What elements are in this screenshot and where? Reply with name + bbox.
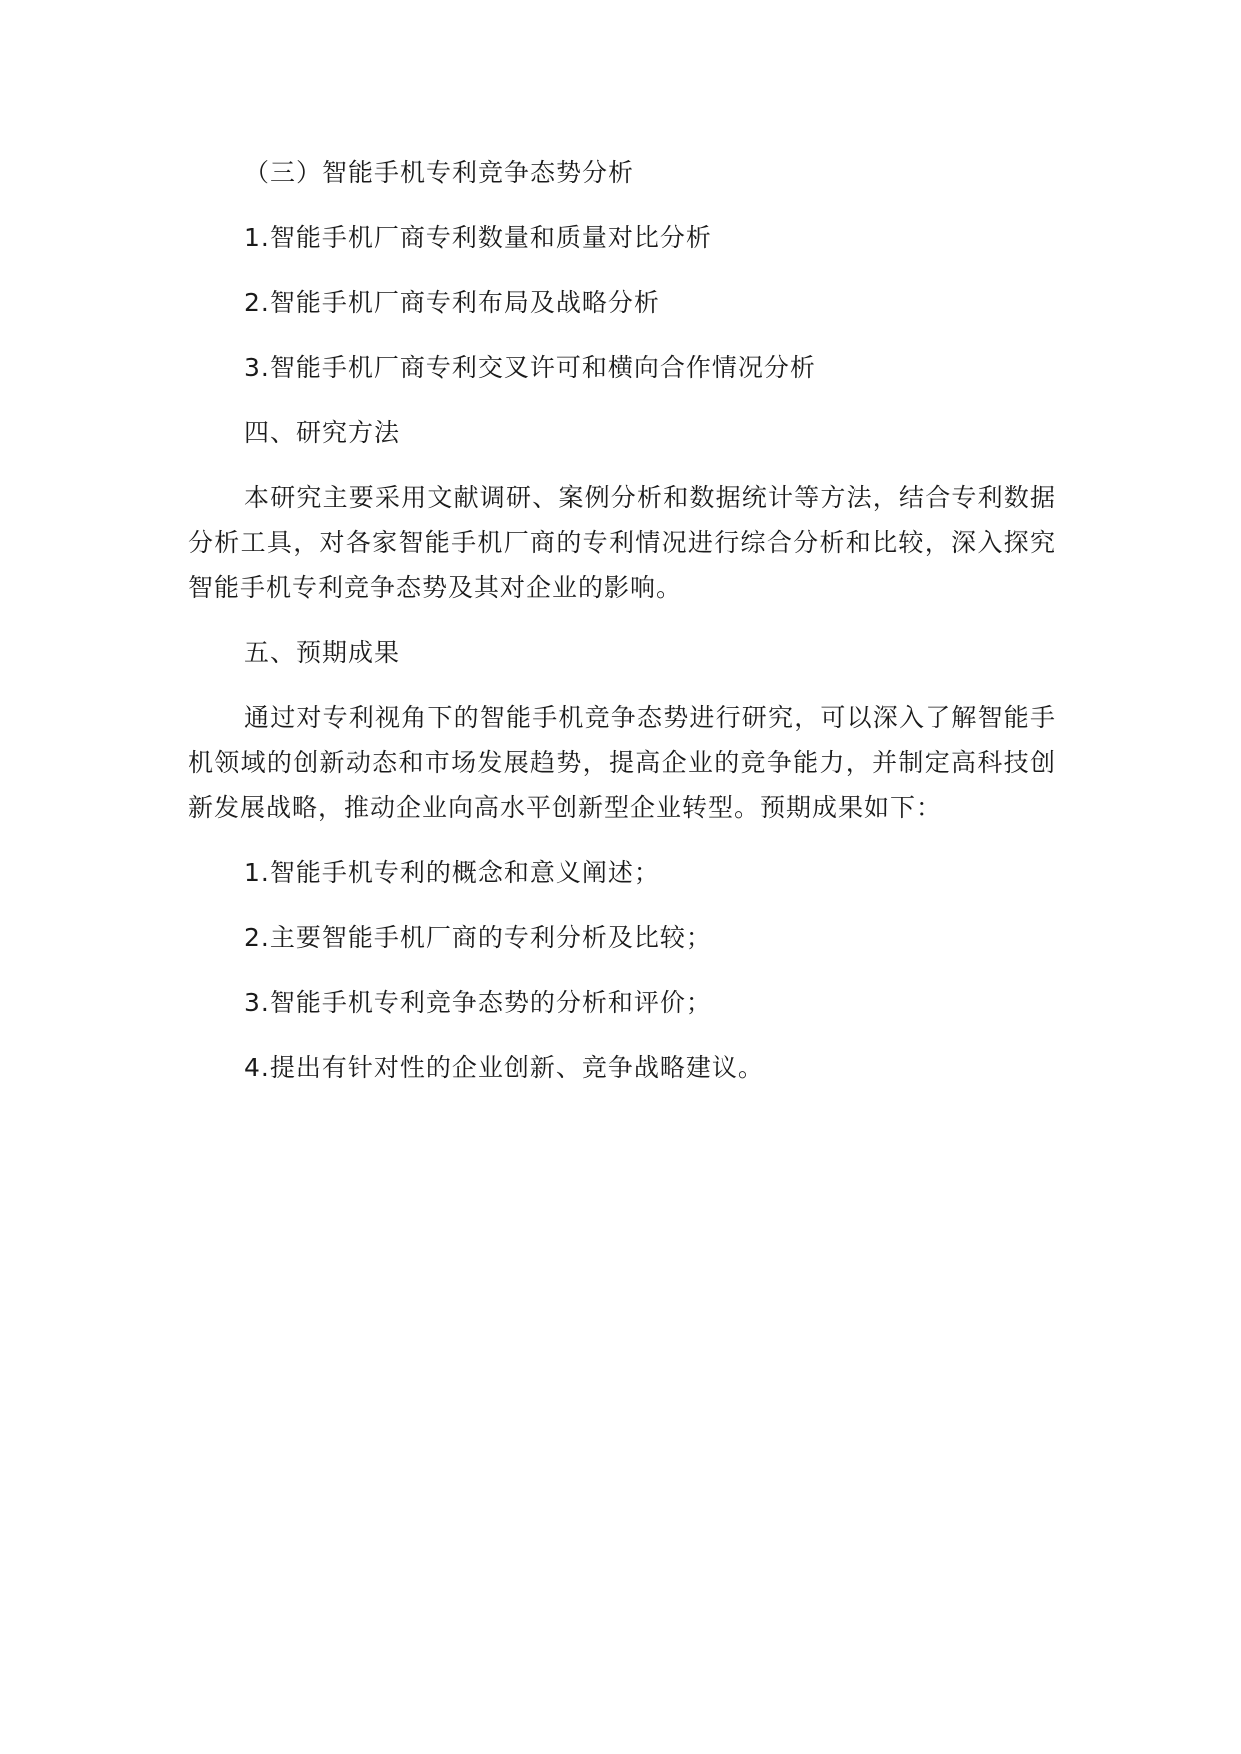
list-item: 1.智能手机专利的概念和意义阐述； bbox=[244, 858, 660, 887]
list-item: 3.智能手机厂商专利交叉许可和横向合作情况分析 bbox=[244, 353, 816, 382]
section-heading-expected-results: 五、预期成果 bbox=[244, 638, 401, 667]
paragraph-research-methods: 本研究主要采用文献调研、案例分析和数据统计等方法，结合专利数据分析工具，对各家智能手机厂商的专利情况进行综合分析和比较，深入探究智能手机专利竞争态势及其对企业的影响。 bbox=[188, 483, 1056, 602]
document-body bbox=[188, 150, 1056, 1090]
list-item: 2.主要智能手机厂商的专利分析及比较； bbox=[244, 923, 712, 952]
subsection-heading-3: （三）智能手机专利竞争态势分析 bbox=[244, 158, 635, 187]
list-item: 2.智能手机厂商专利布局及战略分析 bbox=[244, 288, 660, 317]
paragraph-expected-results: 通过对专利视角下的智能手机竞争态势进行研究，可以深入了解智能手机领域的创新动态和市场发展趋势，提高企业的竞争能力，并制定高科技创新发展战略，推动企业向高水平创新型企业转型。预期成果如下： bbox=[188, 703, 1056, 822]
list-item: 3.智能手机专利竞争态势的分析和评价； bbox=[244, 988, 712, 1017]
section-heading-research-methods: 四、研究方法 bbox=[244, 418, 401, 447]
list-item: 4.提出有针对性的企业创新、竞争战略建议。 bbox=[244, 1053, 764, 1082]
list-item: 1.智能手机厂商专利数量和质量对比分析 bbox=[244, 223, 712, 252]
